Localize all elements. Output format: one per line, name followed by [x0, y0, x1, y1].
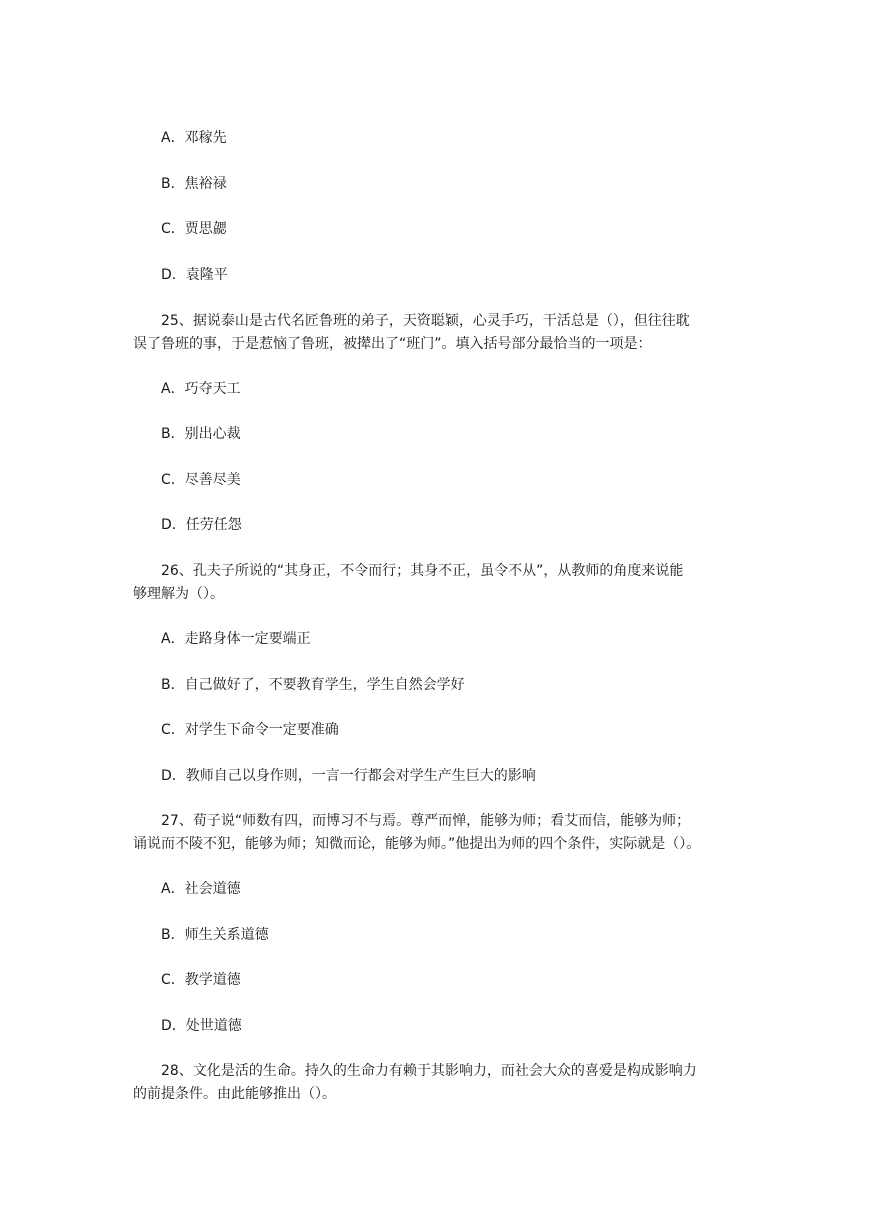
q26-option-a: A．走路身体一定要端正 — [161, 631, 311, 647]
q24-option-c: C．贾思勰 — [161, 221, 227, 237]
q26-text-line-1: 26、孔夫子所说的“其身正，不令而行；其身不正，虽令不从”，从教师的角度来说能 — [161, 563, 684, 579]
q28-text-line-2: 的前提条件。由此能够推出（）。 — [133, 1086, 336, 1102]
q27-option-b: B．师生关系道德 — [161, 927, 269, 943]
q26-option-b: B．自己做好了，不要教育学生，学生自然会学好 — [161, 677, 465, 693]
q24-option-b: B．焦裕禄 — [161, 176, 227, 192]
q26-text-line-2: 够理解为（）。 — [133, 586, 224, 602]
q25-option-d: D．任劳任怨 — [161, 517, 242, 533]
q27-option-c: C．教学道德 — [161, 972, 241, 988]
q25-text-line-2: 误了鲁班的事，于是惹恼了鲁班，被撵出了“班门”。填入括号部分最恰当的一项是： — [133, 336, 652, 352]
q26-option-c: C．对学生下命令一定要准确 — [161, 722, 339, 738]
q27-option-a: A．社会道德 — [161, 881, 241, 897]
q27-text-line-2: 诵说而不陵不犯，能够为师；知微而论，能够为师。”他提出为师的四个条件，实际就是（）。 — [133, 836, 701, 852]
q25-option-b: B．别出心裁 — [161, 426, 241, 442]
q27-text-line-1: 27、荀子说“师数有四，而博习不与焉。尊严而惮，能够为师；看艾而信，能够为师； — [161, 813, 691, 829]
q25-option-c: C．尽善尽美 — [161, 472, 241, 488]
q27-option-d: D．处世道德 — [161, 1018, 242, 1034]
q25-text-line-1: 25、据说泰山是古代名匠鲁班的弟子，天资聪颖，心灵手巧，干活总是（），但往往耽 — [161, 313, 690, 329]
q24-option-d: D．袁隆平 — [161, 267, 228, 283]
q24-option-a: A．邓稼先 — [161, 130, 227, 146]
q28-text-line-1: 28、文化是活的生命。持久的生命力有赖于其影响力，而社会大众的喜爱是构成影响力 — [161, 1063, 697, 1079]
q26-option-d: D．教师自己以身作则，一言一行都会对学生产生巨大的影响 — [161, 768, 536, 784]
q25-option-a: A．巧夺天工 — [161, 381, 241, 397]
